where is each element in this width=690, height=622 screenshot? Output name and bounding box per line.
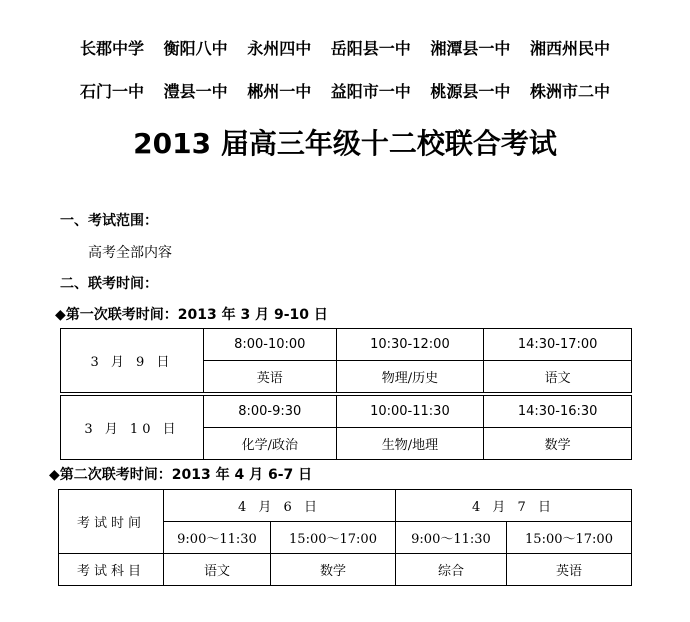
school-name: 郴州一中 <box>247 82 312 101</box>
school-name: 株洲市二中 <box>529 82 610 101</box>
time-cell: 14:30-17:00 <box>484 329 632 361</box>
school-name: 石门一中 <box>80 82 145 101</box>
time-cell: 9:00～11:30 <box>164 522 271 554</box>
exam2-heading: ◆第二次联考时间：2013 年 4 月 6-7 日 <box>49 467 313 483</box>
time-cell: 15:00～17:00 <box>271 522 396 554</box>
date-cell: 4 月 7 日 <box>396 490 632 522</box>
table-row <box>59 490 632 522</box>
date-cell: 4 月 6 日 <box>164 490 396 522</box>
exam1-schedule-table <box>60 328 632 460</box>
exam1-heading: ◆第一次联考时间：2013 年 3 月 9-10 日 <box>55 307 328 323</box>
school-name: 永州四中 <box>247 39 312 58</box>
time-cell: 8:00-10:00 <box>204 329 337 361</box>
subject-cell: 语文 <box>164 554 271 586</box>
subject-cell: 化学/政治 <box>204 428 337 460</box>
time-label-cell: 考试时间 <box>59 490 164 554</box>
school-name: 澧县一中 <box>163 82 228 101</box>
time-cell: 10:00-11:30 <box>336 396 484 428</box>
date-cell: 3 月 9 日 <box>61 329 204 393</box>
school-name: 湘潭县一中 <box>430 39 511 58</box>
subject-cell: 语文 <box>484 361 632 393</box>
subject-label-cell: 考试科目 <box>59 554 164 586</box>
subject-cell: 数学 <box>484 428 632 460</box>
subject-cell: 生物/地理 <box>336 428 484 460</box>
school-name: 长郡中学 <box>80 39 145 58</box>
table-row <box>61 329 632 361</box>
school-name: 岳阳县一中 <box>330 39 411 58</box>
time-cell: 10:30-12:00 <box>336 329 484 361</box>
time-cell: 9:00～11:30 <box>396 522 507 554</box>
scope-text: 高考全部内容 <box>88 245 172 261</box>
school-name: 益阳市一中 <box>330 82 411 101</box>
subject-cell: 数学 <box>271 554 396 586</box>
section-time-heading: 二、联考时间： <box>60 276 158 292</box>
time-cell: 15:00～17:00 <box>507 522 632 554</box>
school-name: 湘西州民中 <box>529 39 610 58</box>
date-cell: 3 月 10 日 <box>61 396 204 460</box>
document-title: 2013 届高三年级十二校联合考试 <box>133 127 557 160</box>
table-row <box>59 554 632 586</box>
section-scope-heading: 一、考试范围： <box>60 213 158 229</box>
subject-cell: 物理/历史 <box>336 361 484 393</box>
time-cell: 8:00-9:30 <box>204 396 337 428</box>
time-cell: 14:30-16:30 <box>484 396 632 428</box>
subject-cell: 英语 <box>507 554 632 586</box>
subject-cell: 综合 <box>396 554 507 586</box>
school-name: 桃源县一中 <box>430 82 511 101</box>
subject-cell: 英语 <box>204 361 337 393</box>
school-name: 衡阳八中 <box>163 39 228 58</box>
table-row <box>61 396 632 428</box>
exam2-schedule-table <box>58 489 632 586</box>
school-list-row-1 <box>0 36 690 59</box>
school-list-row-2 <box>0 79 690 102</box>
